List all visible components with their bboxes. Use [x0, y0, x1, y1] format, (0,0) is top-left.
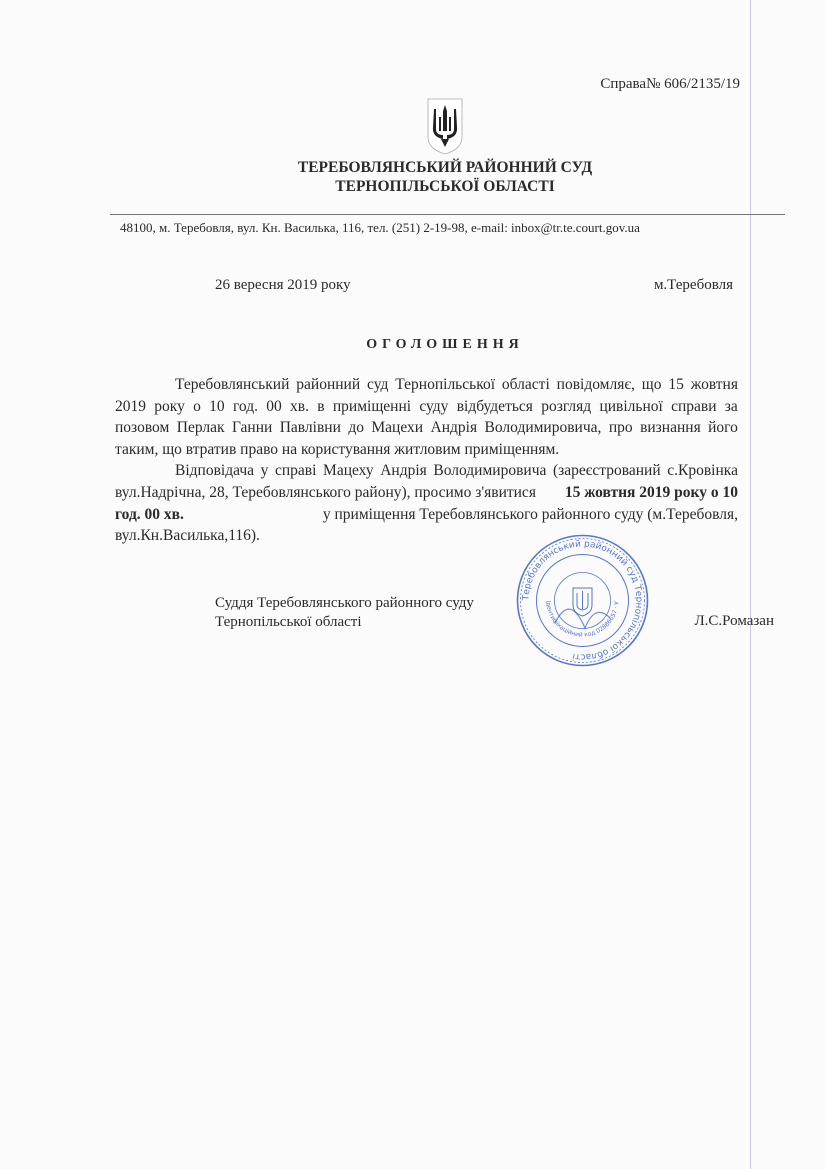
word: 15 — [668, 376, 684, 393]
word: о — [193, 397, 201, 415]
text-line: вул.Кн.Василька,116). — [115, 527, 260, 545]
document-heading: ОГОЛОШЕННЯ — [366, 337, 524, 352]
signature-position — [215, 594, 474, 632]
word: год. — [232, 397, 258, 415]
announcement-body — [115, 374, 738, 547]
word: с.Кровінка — [667, 462, 738, 480]
coat-of-arms-trident-icon — [426, 97, 464, 155]
paragraph1-line — [115, 439, 738, 461]
hearing-time-bold: год. 00 хв. — [115, 505, 184, 523]
word: справі — [275, 462, 317, 480]
judge-name: Л.С.Ромазан — [694, 613, 774, 629]
word: (зареєстрований — [552, 462, 661, 480]
word: цивільної — [599, 397, 663, 415]
court-name-line1: ТЕРЕБОВЛЯНСЬКИЙ РАЙОННИЙ СУД — [297, 159, 593, 176]
document-date: 26 вересня 2019 року — [215, 277, 351, 293]
word: приміщенні — [332, 397, 412, 415]
word: визнання — [640, 419, 701, 437]
stamp-outer-text: Теребовлянський районний суд Тернопільської області — [521, 539, 644, 662]
word: хв. — [290, 397, 309, 415]
word: про — [608, 419, 633, 437]
word: області — [501, 376, 550, 393]
word: Відповідача — [175, 462, 255, 480]
paragraph1-line — [115, 374, 738, 396]
word: Ганни — [231, 419, 273, 437]
stamp-inner-text: Ідентифікаційний код 02886657 · У — [544, 600, 621, 639]
word: розгляд — [541, 397, 592, 415]
judge-position-line1: Суддя Теребовлянського районного суду — [215, 595, 474, 611]
word: відбудеться — [456, 397, 533, 415]
word: районний — [296, 376, 361, 393]
word: справи — [671, 397, 717, 415]
word: Теребовлянський — [175, 376, 290, 393]
word: що — [641, 376, 662, 393]
word: 10 — [209, 397, 225, 415]
word: жовтня — [690, 376, 738, 393]
court-seal-stamp — [515, 533, 650, 668]
word: позовом — [115, 419, 170, 437]
text-line: у приміщення Теребовлянського районного суду (м.Теребовля, — [322, 505, 738, 523]
paragraph2-line — [115, 460, 738, 482]
word: суд — [367, 376, 389, 393]
paragraph1-line — [115, 396, 738, 418]
court-title — [0, 158, 826, 196]
text-line — [115, 417, 738, 439]
word: за — [724, 397, 738, 415]
word: Володимировича — [433, 462, 547, 480]
text-line — [115, 396, 738, 418]
judge-position-line2: Тернопільської області — [215, 614, 362, 630]
text-line: вул.Надрічна, 28, Теребовлянського району), просимо з'явитися — [115, 483, 536, 501]
word: року — [154, 397, 185, 415]
word: суду — [419, 397, 449, 415]
text-line — [175, 374, 738, 396]
word: 2019 — [115, 397, 146, 415]
word: Андрія — [380, 462, 427, 480]
word: його — [708, 419, 738, 437]
word: повідомляє, — [556, 376, 635, 393]
court-address: 48100, м. Теребовля, вул. Кн. Василька, 116, тел. (251) 2-19-98, e-mail: inbox@tr.te.court.gov.ua — [120, 220, 640, 235]
word: Перлак — [176, 419, 225, 437]
text-line: таким, що втратив право на користування житловим приміщенням. — [115, 440, 560, 458]
word: 00 — [266, 397, 282, 415]
court-name-line2: ТЕРНОПІЛЬСЬКОЇ ОБЛАСТІ — [335, 178, 555, 195]
word: Тернопільської — [395, 376, 496, 393]
paragraph1-line — [115, 417, 738, 439]
document-city: м.Теребовля — [653, 277, 733, 293]
hearing-datetime-bold: 15 жовтня 2019 року о 10 — [564, 483, 738, 501]
word: Андрія — [430, 419, 478, 437]
case-number: Справа№ 606/2135/19 — [600, 76, 740, 92]
header-divider — [110, 214, 785, 215]
text-line — [175, 460, 738, 482]
word: в — [317, 397, 325, 415]
word: до — [348, 419, 364, 437]
word: Мацехи — [371, 419, 424, 437]
paragraph2-line — [115, 504, 738, 526]
word: Павлівни — [279, 419, 341, 437]
paragraph2-line — [115, 482, 738, 504]
word: Мацеху — [323, 462, 374, 480]
word: у — [260, 462, 269, 480]
word: Володимировича, — [484, 419, 602, 437]
